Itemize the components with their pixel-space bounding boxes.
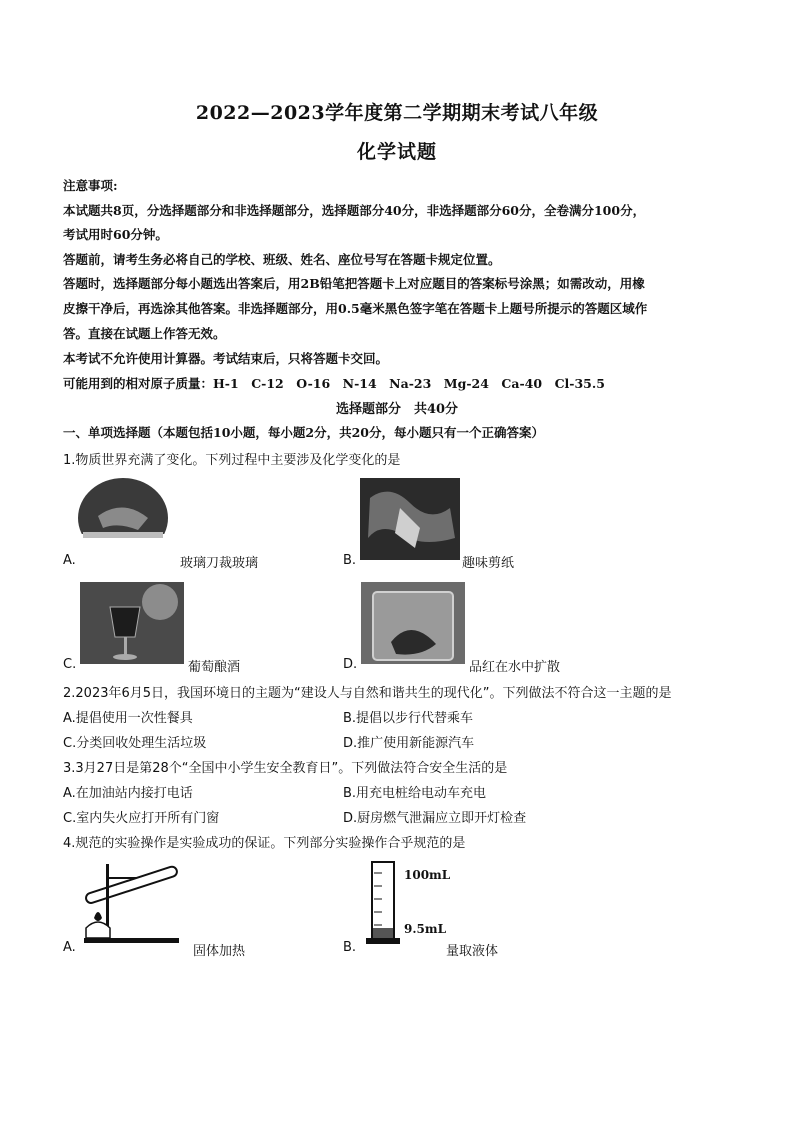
question-1-stem: 1.物质世界充满了变化。下列过程中主要涉及化学变化的是 — [63, 453, 401, 468]
notice-line: 答题时，选择题部分每小题选出答案后，用2B铅笔把答题卡上对应题目的答案标号涂黑；如需改动，用橡 — [63, 276, 645, 291]
q3-option-b: B.用充电桩给电动车充电 — [343, 786, 487, 801]
question-3-stem: 3.3月27日是第28个“全国中小学生安全教育日”。下列做法符合安全生活的是 — [63, 761, 508, 776]
question-2-stem: 2.2023年6月5日，我国环境日的主题为“建设人与自然和谐共生的现代化”。下列做法不符合这一主题的是 — [63, 686, 672, 701]
notice-line: 本试题共8页，分选择题部分和非选择题部分，选择题部分40分，非选择题部分60分，全卷满分100分， — [63, 203, 646, 218]
notice-line: 答题前，请考生务必将自己的学校、班级、姓名、座位号写在答题卡规定位置。 — [63, 252, 501, 267]
atomic-mass-line: 可能用到的相对原子质量：H-1 C-12 O-16 N-14 Na-23 Mg-24 Ca-40 Cl-35.5 — [63, 376, 605, 391]
q1-option-a-caption: 玻璃刀裁玻璃 — [180, 556, 259, 571]
section-title: 选择题部分 共40分 — [335, 402, 459, 417]
cylinder-top-label: 100mL — [404, 868, 451, 882]
q1-option-c-caption: 葡萄酿酒 — [188, 660, 241, 675]
q4-option-b-caption: 量取液体 — [446, 944, 499, 959]
dye-diffusion-image — [361, 582, 465, 664]
notice-line: 本考试不允许使用计算器。考试结束后，只将答题卡交回。 — [63, 351, 389, 366]
glass-cutter-image — [78, 478, 168, 553]
q1-option-a-letter: A. — [63, 553, 76, 568]
q3-option-c: C.室内失火应打开所有门窗 — [63, 811, 220, 826]
q3-option-a: A.在加油站内接打电话 — [63, 786, 193, 801]
notice-heading: 注意事项: — [63, 178, 118, 193]
q1-option-c-letter: C. — [63, 657, 77, 672]
notice-line: 考试用时60分钟。 — [63, 227, 168, 242]
grape-wine-image — [80, 582, 184, 664]
q4-option-a-caption: 固体加热 — [193, 944, 246, 959]
q2-option-d: D.推广使用新能源汽车 — [343, 736, 475, 751]
q3-option-d: D.厨房燃气泄漏应立即开灯检查 — [343, 811, 527, 826]
q1-option-b-caption: 趣味剪纸 — [462, 556, 515, 571]
q4-option-b-letter: B. — [343, 940, 357, 955]
cylinder-bottom-label: 9.5mL — [404, 922, 447, 936]
q1-option-d-letter: D. — [343, 657, 358, 672]
q2-option-b: B.提倡以步行代替乘车 — [343, 711, 474, 726]
q4-option-a-letter: A. — [63, 940, 76, 955]
exam-subject: 化学试题 — [356, 141, 437, 163]
q2-option-a: A.提倡使用一次性餐具 — [63, 711, 193, 726]
question-4-stem: 4.规范的实验操作是实验成功的保证。下列部分实验操作合乎规范的是 — [63, 836, 466, 851]
part-heading: 一、单项选择题（本题包括10小题，每小题2分，共20分，每小题只有一个正确答案） — [63, 425, 544, 440]
notice-line: 皮擦干净后，再选涂其他答案。非选择题部分，用0.5毫米黑色签字笔在答题卡上题号所提示的答题区域作 — [63, 301, 648, 316]
solid-heating-diagram — [76, 858, 188, 946]
q1-option-d-caption: 品红在水中扩散 — [469, 660, 561, 675]
paper-cutting-image — [360, 478, 460, 560]
q2-option-c: C.分类回收处理生活垃圾 — [63, 736, 207, 751]
q1-option-b-letter: B. — [343, 553, 357, 568]
exam-title: 2022—2023学年度第二学期期末考试八年级 — [195, 102, 599, 124]
graduated-cylinder-diagram — [362, 858, 402, 946]
notice-line: 答。直接在试题上作答无效。 — [63, 326, 226, 341]
